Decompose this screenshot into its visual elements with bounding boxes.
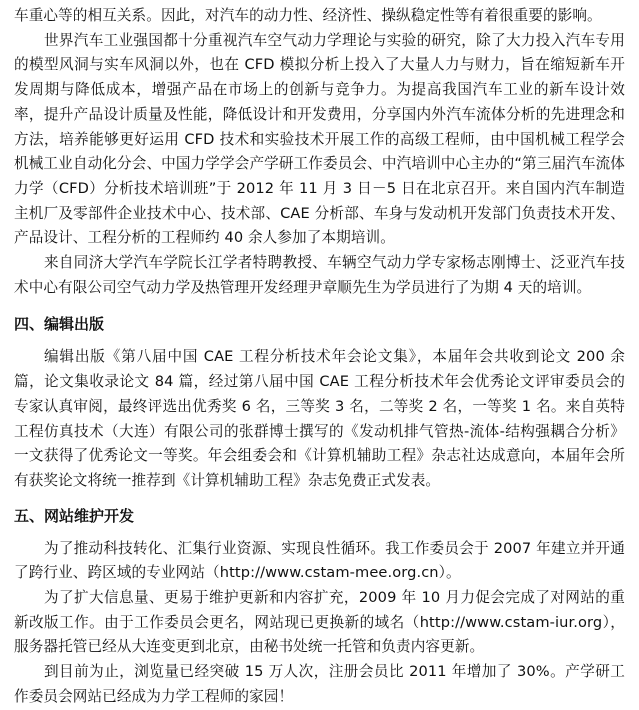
paragraph-publishing: 编辑出版《第八届中国 CAE 工程分析技术年会论文集》，本届年会共收到论文 200 余篇，论文集收录论文 84 篇，经过第八届中国 CAE 工程分析技术年会优秀论文评审委员会的专家认真审阅，最终评选出优秀奖 6 名，三等奖 3 名，二等奖 2 名，一等奖 1 名。来自英特工程仿真技术（大连）有限公司的张群博士撰写的《发动机排气管热-流体-结构强耦合分析》一文获得了优秀论文一等奖。年会组委会和《计算机辅助工程》杂志社达成意向，本届年会所有获奖论文将统一推荐到《计算机辅助工程》杂志免费正式发表。 <box>14 348 625 489</box>
section-heading-publishing: 四、编辑出版 <box>14 315 105 334</box>
paragraph-website-founding: 为了推动科技转化、汇集行业资源、实现良性循环。我工作委员会于 2007 年建立并开通了跨行业、跨区域的专业网站（http://www.cstam-mee.org.cn）。 <box>14 539 625 582</box>
paragraph-lecturers: 来自同济大学汽车学院长江学者特聘教授、车辆空气动力学专家杨志刚博士、泛亚汽车技术中心有限公司空气动力学及热管理开发经理尹章顺先生为学员进行了为期 4 天的培训。 <box>14 254 625 296</box>
paragraph-website-stats: 到目前为止，浏览量已经突破 15 万人次，注册会员比 2011 年增加了 30%。产学研工作委员会网站已经成为力学工程师的家园！ <box>14 663 625 705</box>
paragraph-cfd-training: 世界汽车工业强国都十分重视汽车空气动力学理论与实验的研究，除了大力投入汽车专用的模型风洞与实车风洞以外，也在 CFD 模拟分析上投入了大量人力与财力，旨在缩短新车开发周期与降低成本，增强产品在市场上的创新与竞争力。为提高我国汽车工业的新车设计效率，提升产品设计质量及性能，降低设计和开发费用，分享国内外汽车流体分析的先进理念和方法，培养能够更好运用 CFD 技术和实验技术开展工作的高级工程师，由中国机械工程学会机械工业自动化分会、中国力学学会产学研工作委员会、中汽培训中心主办的“第三届汽车流体力学（CFD）分析技术培训班”于 2012 年 11 月 3 日－5 日在北京召开。来自国内汽车制造主机厂及零部件企业技术中心、技术部、CAE 分析部、车身与发动机开发部门负责技术开发、产品设计、工程分析的工程师约 40 余人参加了本期培训。 <box>14 31 625 247</box>
paragraph-intro-tail: 车重心等的相互关系。因此，对汽车的动力性、经济性、操纵稳定性等有着很重要的影响。 <box>14 7 602 24</box>
paragraph-website-redesign: 为了扩大信息量、更易于维护更新和内容扩充，2009 年 10 月力促会完成了对网站的重新改版工作。由于工作委员会更名，网站现已更换新的域名（http://www.cstam-iur.org），服务器托管已经从大连变更到北京，由秘书处统一托管和负责内容更新。 <box>14 589 625 656</box>
section-heading-website: 五、网站维护开发 <box>14 506 135 525</box>
